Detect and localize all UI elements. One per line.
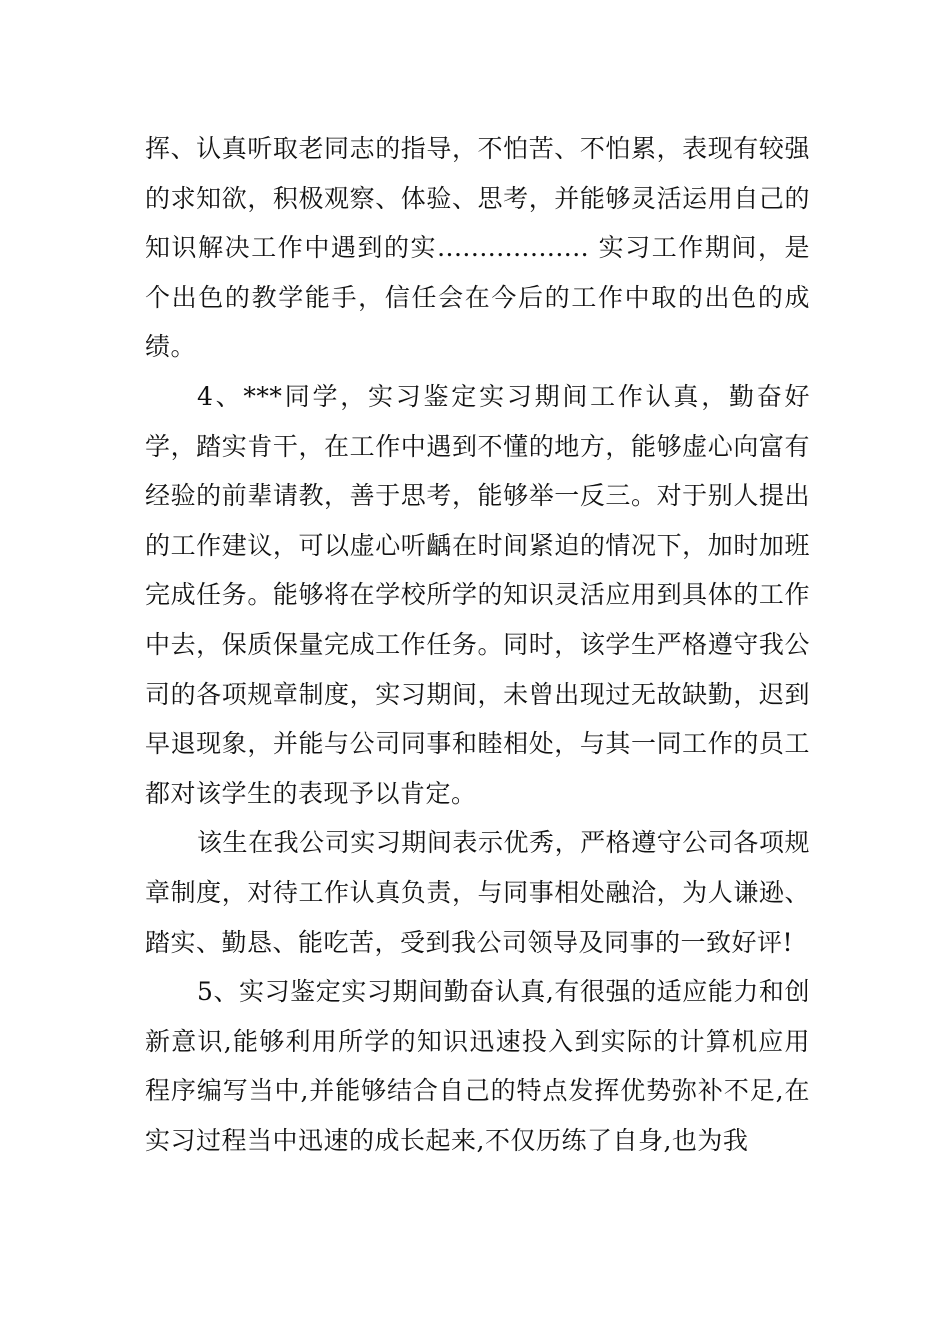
paragraph-evaluation-5: 5、实习鉴定实习期间勤奋认真,有很强的适应能力和创新意识,能够利用所学的知识迅速投入到实际的计算机应用程序编写当中,并能够结合自己的特点发挥优势弥补不足,在实习过程当中迅速的成长起来,不仅历练了自身,也为我 <box>145 977 810 1155</box>
document-body <box>145 124 810 1165</box>
paragraph-company-review: 该生在我公司实习期间表示优秀，严格遵守公司各项规章制度，对待工作认真负责，与同事相处融洽，为人谦逊、踏实、勤恳、能吃苦，受到我公司领导及同事的一致好评! <box>145 828 810 957</box>
paragraph-continuation: 挥、认真听取老同志的指导，不怕苦、不怕累，表现有较强的求知欲，积极观察、体验、思考，并能够灵活运用自己的知识解决工作中遇到的实.................. 实习工作期间，是个出色的教学能手，信任会在今后的工作中取的出色的成绩。 <box>145 134 810 362</box>
paragraph-evaluation-4: 4、***同学，实习鉴定实习期间工作认真，勤奋好学，踏实肯干，在工作中遇到不懂的地方，能够虚心向富有经验的前辈请教，善于思考，能够举一反三。对于别人提出的工作建议，可以虚心听齲在时间紧迫的情况下，加时加班完成任务。能够将在学校所学的知识灵活应用到具体的工作中去，保质保量完成工作任务。同时，该学生严格遵守我公司的各项规章制度，实习期间，未曾出现过无故缺勤，迟到早退现象，并能与公司同事和睦相处，与其一同工作的员工都对该学生的表现予以肯定。 <box>145 381 810 808</box>
